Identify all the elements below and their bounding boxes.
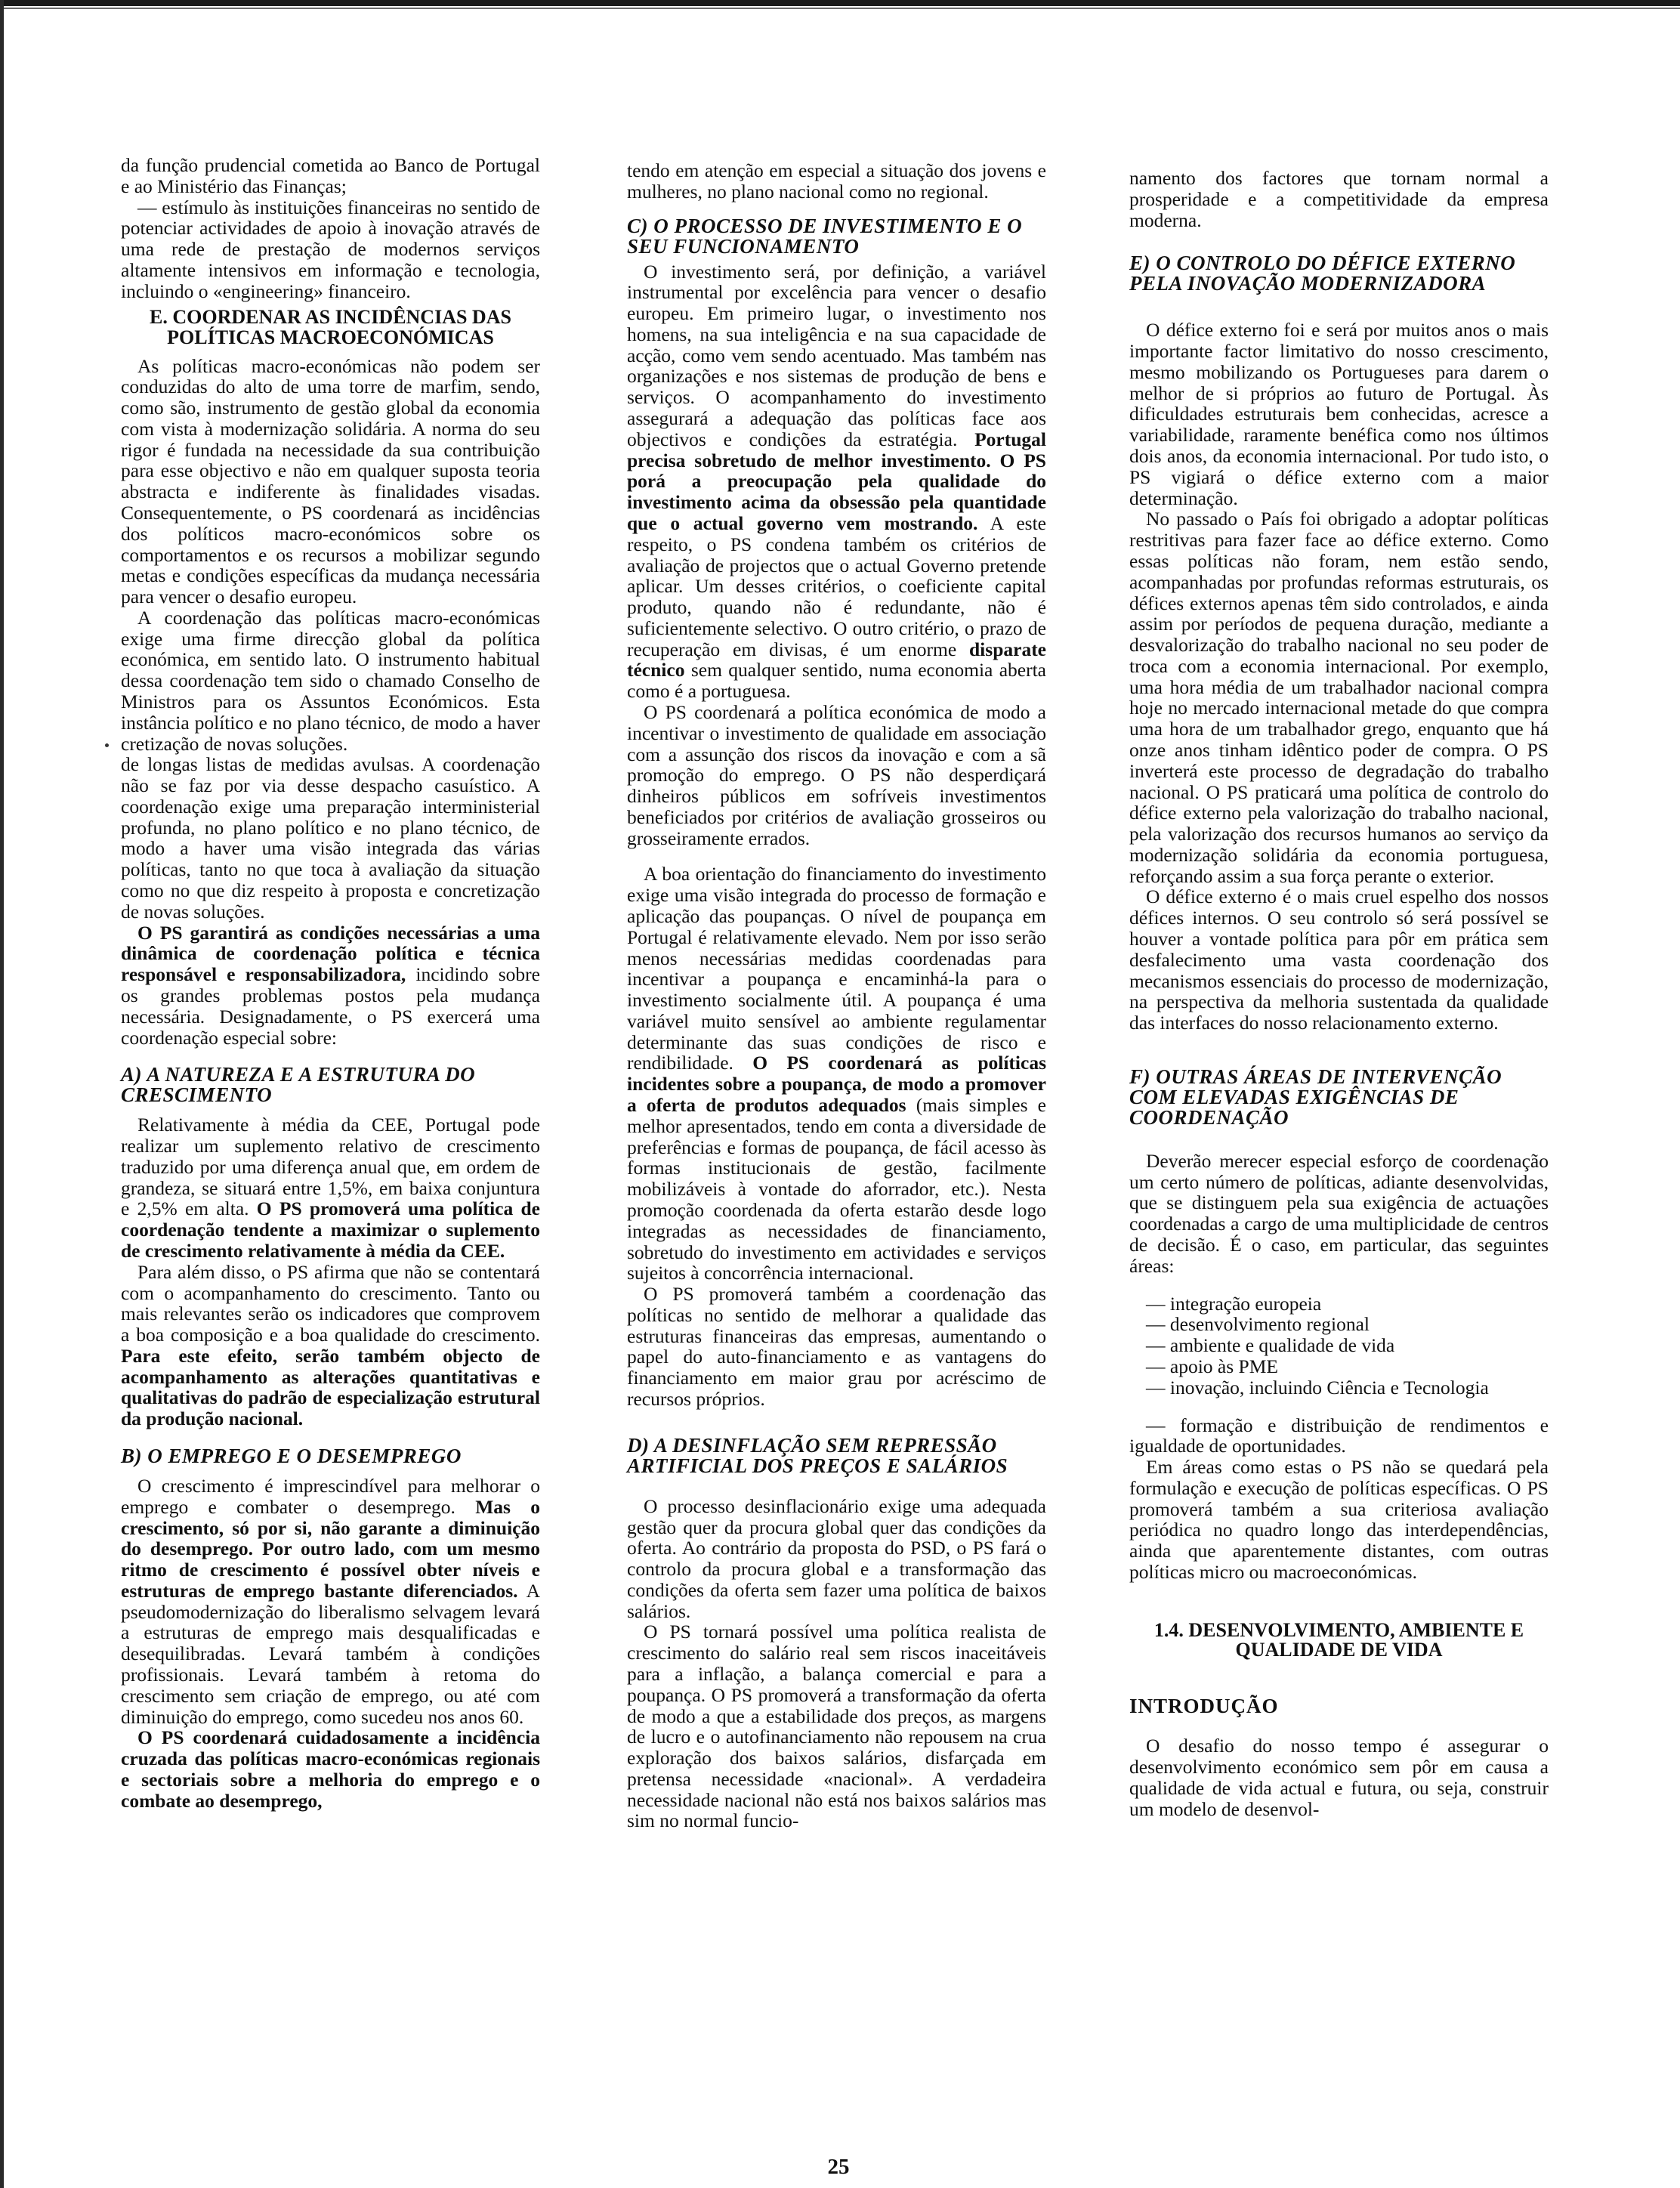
bold-text: disparate técnico <box>627 638 1046 681</box>
paragraph: O défice externo é o mais cruel espelho dos nossos défices internos. O seu controlo só será possível se houver a vontade política para pôr em prática sem desfalecimento uma vasta coordenação dos mecanismos essenciais do processo de modernização, na perspectiva da melhoria sustentada da qualidade das interfaces do nosso relacionamento externo. <box>1129 885 1549 1034</box>
paragraph: O PS tornará possível uma política realista de crescimento do salário real sem riscos inaceitáveis para a inflação, a balança comercial e para a poupança. O PS promoverá a transformação da oferta de modo a que a estabilidade dos preços, as margens de lucro e o autofinanciamento não repousem na crua exploração dos baixos salários, disfarçada em pretensa necessidade «nacional». A verdadeira necessidade nacional não está nos baixos salários mas sim no normal funcio- <box>627 1621 1046 1832</box>
top-border <box>0 0 1680 6</box>
subheading-f: F) OUTRAS ÁREAS DE INTERVENÇÃO COM ELEVADAS EXIGÊNCIAS DE COORDENAÇÃO <box>1129 1065 1502 1129</box>
intro-heading: INTRODUÇÃO <box>1129 1694 1279 1717</box>
paragraph: Em áreas como estas o PS não se quedará pela formulação e execução de políticas específicas. O PS promoverá também a sua criteriosa avaliação periódica no quadro longo das interdependências, ainda que aparentemente distantes, com outras políticas micro ou macroeconómicas. <box>1129 1456 1549 1583</box>
section-heading-e: E. COORDENAR AS INCIDÊNCIAS DAS POLÍTICAS MACROECONÓMICAS <box>150 306 511 348</box>
paragraph <box>121 1114 540 1261</box>
bold-text: O PS coordenará as políticas incidentes sobre a poupança, de modo a promover a oferta de produtos adequados <box>627 1052 1046 1117</box>
list-item: — integração europeia <box>1146 1292 1322 1315</box>
paragraph: namento dos factores que tornam normal a prosperidade e a competitividade da empresa moderna. <box>1129 167 1549 231</box>
bold-text: Portugal precisa sobretudo de melhor investimento. O PS porá a preocupação pela qualidade do investimento acima da obsessão pela quantidade que o actual governo vem mostrando. <box>627 428 1046 534</box>
subheading-e: E) O CONTROLO DO DÉFICE EXTERNO PELA INOVAÇÃO MODERNIZADORA <box>1129 252 1516 295</box>
paragraph: O PS coordenará cuidadosamente a incidência cruzada das políticas macro-económicas regionais e sectoriais sobre a melhoria do emprego e o combate ao desemprego, <box>121 1726 540 1812</box>
list-item: — inovação, incluindo Ciência e Tecnologia <box>1146 1376 1489 1398</box>
list-item: — ambiente e qualidade de vida <box>1146 1334 1395 1357</box>
column-1 <box>121 155 540 1812</box>
column-3 <box>1129 168 1549 1819</box>
text: incidindo sobre os grandes problemas postos pela mudança necessária. Designadamente, o PS exercerá uma coordenação especial sobre: <box>121 963 540 1049</box>
stray-mark <box>105 743 109 747</box>
paragraph: O desafio do nosso tempo é assegurar o desenvolvimento económico sem pôr em causa a qualidade de vida actual e futura, ou seja, construir um modelo de desenvol- <box>1129 1735 1549 1820</box>
paragraph <box>627 864 1046 1284</box>
text: O crescimento é imprescindível para melhorar o emprego e combater o desemprego. <box>121 1475 540 1518</box>
text: A boa orientação do financiamento do investimento exige uma visão integrada do processo de formação e aplicação das poupanças. O nível de poupança em Portugal é relativamente elevado. Nem por isso serão menos necessárias medidas coordenadas para incentivar a poupança e encaminhá-la para o investimento socialmente útil. A poupança é uma variável muito sensível ao ambiente regulamentar determinante das suas condições de risco e rendibilidade. <box>627 863 1046 1074</box>
text: A este respeito, o PS condena também os critérios de avaliação de projectos que o actual Governo pretende aplicar. Um desses critérios, o coeficiente capital produto, quando não é redundante, não é suficientemente selectivo. O outro critério, o prazo de recuperação em divisas, é um enorme <box>627 511 1046 660</box>
paragraph <box>121 1476 540 1727</box>
paragraph: O défice externo foi e será por muitos anos o mais importante factor limitativo do nosso crescimento, mesmo mobilizando os Portugueses para darem o melhor de si próprios ao futuro de Portugal. Às dificuldades estruturais bem conhecidas, acresce a variabilidade, raramente benéfica como nos últimos dois anos, da economia internacional. Por tudo isto, o PS vigiará o défice externo com a maior determinação. <box>1129 319 1549 509</box>
paragraph: — formação e distribuição de rendimentos e igualdade de oportunidades. <box>1129 1414 1549 1457</box>
subheading-b: B) O EMPREGO E O DESEMPREGO <box>121 1445 462 1467</box>
paragraph <box>121 1262 540 1429</box>
paragraph: tendo em atenção em especial a situação dos jovens e mulheres, no plano nacional como no regional. <box>627 159 1046 202</box>
text: A pseudomodernização do liberalismo selvagem levará a estruturas de emprego mais desqualificadas e desequilibradas. Levará também à condições profissionais. Levará também à retoma do crescimento sem criação de emprego, ou até com diminuição do emprego, como sucedeu nos anos 60. <box>121 1579 540 1728</box>
bold-text: Para este efeito, serão também objecto de acompanhamento as alterações quantitativas e qualitativas do padrão de especialização estrutural da produção nacional. <box>121 1344 540 1430</box>
paragraph: O PS promoverá também a coordenação das políticas no sentido de melhorar a qualidade das estruturas financeiras das empresas, aumentando o papel do auto-financiamento e as vantagens do financiamento em maior grau por acréscimo de recursos próprios. <box>627 1283 1046 1410</box>
column-2 <box>627 160 1046 1831</box>
paragraph <box>121 922 540 1049</box>
paragraph: Deverão merecer especial esforço de coordenação um certo número de políticas, adiante desenvolvidas, que se distinguem pela sua exigência de actuações coordenadas a cargo de uma multiplicidade de centros de decisão. É o caso, em particular, das seguintes áreas: <box>1129 1149 1549 1277</box>
paragraph: de longas listas de medidas avulsas. A coordenação não se faz por via desse despacho casuístico. A coordenação exige uma preparação interministerial profunda, no plano político e no plano técnico, de modo a haver uma visão integrada das várias políticas, tanto no que toca à avaliação da situação como no que diz respeito à proposta e concretização de novas soluções. <box>121 753 540 922</box>
page-number: 25 <box>827 2155 850 2179</box>
list-item: — desenvolvimento regional <box>1146 1313 1370 1336</box>
paragraph: da função prudencial cometida ao Banco de Portugal e ao Ministério das Finanças; <box>121 154 540 197</box>
bold-text: O PS promoverá uma política de coordenação tendente a maximizar o suplemento de crescimento relativamente à média da CEE. <box>121 1198 540 1262</box>
bold-text: Mas o crescimento, só por si, não garante a diminuição do desemprego. Por outro lado, com um mesmo ritmo de crescimento é possível obter níveis e estruturas de emprego bastante diferenciados. <box>121 1495 540 1602</box>
paragraph <box>627 261 1046 702</box>
section-title: 1.4. DESENVOLVIMENTO, AMBIENTE E QUALIDADE DE VIDA <box>1153 1618 1524 1661</box>
subheading-d: D) A DESINFLAÇÃO SEM REPRESSÃO ARTIFICIAL DOS PREÇOS E SALÁRIOS <box>627 1433 1008 1477</box>
subheading-c: C) O PROCESSO DE INVESTIMENTO E O SEU FUNCIONAMENTO <box>627 214 1023 258</box>
paragraph: O processo desinflacionário exige uma adequada gestão quer da procura global quer das condições da oferta. Ao contrário da proposta do PSD, o PS fará o controlo da procura global e a transformação das condições da oferta sem fazer uma política de baixos salários. <box>627 1494 1046 1622</box>
top-border-thin <box>0 8 1680 9</box>
paragraph: A coordenação das políticas macro-económicas exige uma firme direcção global da política económica, em sentido lato. O instrumento habitual dessa coordenação tem sido o chamado Conselho de Ministros para os Assuntos Económicos. Esta instância político e no plano técnico, de modo a haver cretização de novas soluções. <box>121 606 540 755</box>
areas-list <box>1129 1293 1549 1398</box>
text: sem qualquer sentido, numa economia aberta como é a portuguesa. <box>627 659 1046 703</box>
text: Para além disso, o PS afirma que não se contentará com o acompanhamento do crescimento. Tanto ou mais relevantes serão os indicadores que comprovem a boa composição e a boa qualidade do crescimento. <box>121 1260 540 1346</box>
paragraph: No passado o País foi obrigado a adoptar políticas restritivas para fazer face ao défice externo. Como essas políticas não foram, nem estão sendo, acompanhadas por profundas reformas estruturais, os défices externos apenas têm sido controlados, e ainda assim por períodos de pequena duração, mediante a desvalorização do trabalho nacional no seu poder de troca com a economia internacional. Por exemplo, uma hora média de um trabalhador nacional compra hoje no mercado internacional metade do que compra uma hora de um trabalhador grego, enquanto que há onze anos tinham idêntico poder de compra. O PS inverterá este processo de degradação do trabalho nacional. O PS praticará uma política de controlo do défice externo pela valorização do trabalho nacional, pela valorização dos recursos humanos ao serviço da modernização solidária da economia portuguesa, reforçando assim a sua força perante o exterior. <box>1129 508 1549 887</box>
paragraph: O PS coordenará a política económica de modo a incentivar o investimento de qualidade em associação com a assunção dos riscos da inovação e com a sã promoção do emprego. O PS não desperdiçará dinheiros públicos em sofríveis investimentos beneficiados por critérios de avaliação grosseiros ou grosseiramente errados. <box>627 700 1046 849</box>
bold-text: O PS garantirá as condições necessárias a uma dinâmica de coordenação política e técnica responsável e responsabilizadora, <box>121 921 540 986</box>
text: (mais simples e melhor apresentados, tendo em conta a diversidade de preferências e formas de poupança, de fácil acesso às formas institucionais de gestão, facilmente mobilizáveis à vontade do aforrador, etc.). Nesta promoção coordenada da oferta estarão desde logo integradas as necessidades de financiamento, sobretudo do investimento em actividades e serviços sujeitos à concorrência internacional. <box>627 1094 1046 1284</box>
subheading-a: A) A NATUREZA E A ESTRUTURA DO CRESCIMENTO <box>121 1063 476 1107</box>
text: O investimento será, por definição, a variável instrumental por excelência para vencer o desafio europeu. Em primeiro lugar, o investimento nos homens, na sua inteligência e na sua capacidade de acção, como vem sendo acentuado. Mas também nas organizações e nos sistemas de produção de bens e serviços. O acompanhamento do investimento assegurará a adequação das políticas face aos objectivos e condições da estratégia. <box>627 260 1046 450</box>
list-item: — apoio às PME <box>1146 1355 1278 1377</box>
text: Relativamente à média da CEE, Portugal pode realizar um suplemento relativo de crescimento traduzido por uma diferença anual que, em ordem de grandeza, se situará entre 1,5%, em baixa conjuntura e 2,5% em alta. <box>121 1114 540 1220</box>
left-border <box>0 0 4 2188</box>
paragraph: — estímulo às instituições financeiras no sentido de potenciar actividades de apoio à inovação através de uma rede de prestação de modernos serviços altamente intensivos em informação e tecnologia, incluindo o «engineering» financeiro. <box>121 196 540 302</box>
paragraph: As políticas macro-económicas não podem ser conduzidas do alto de uma torre de marfim, sendo, como são, instrumento de gestão global da economia com vista à modernização solidária. A norma do seu rigor é fundada na necessidade da sua contribuição para esse objectivo e não em qualquer suposta teoria abstracta e indiferente às finalidades visadas. Consequentemente, o PS coordenará as incidências dos políticos macro-económicos sobre os comportamentos e os recursos a mobilizar segundo metas e condições específicas da mudança necessária para vencer o desafio europeu. <box>121 354 540 608</box>
